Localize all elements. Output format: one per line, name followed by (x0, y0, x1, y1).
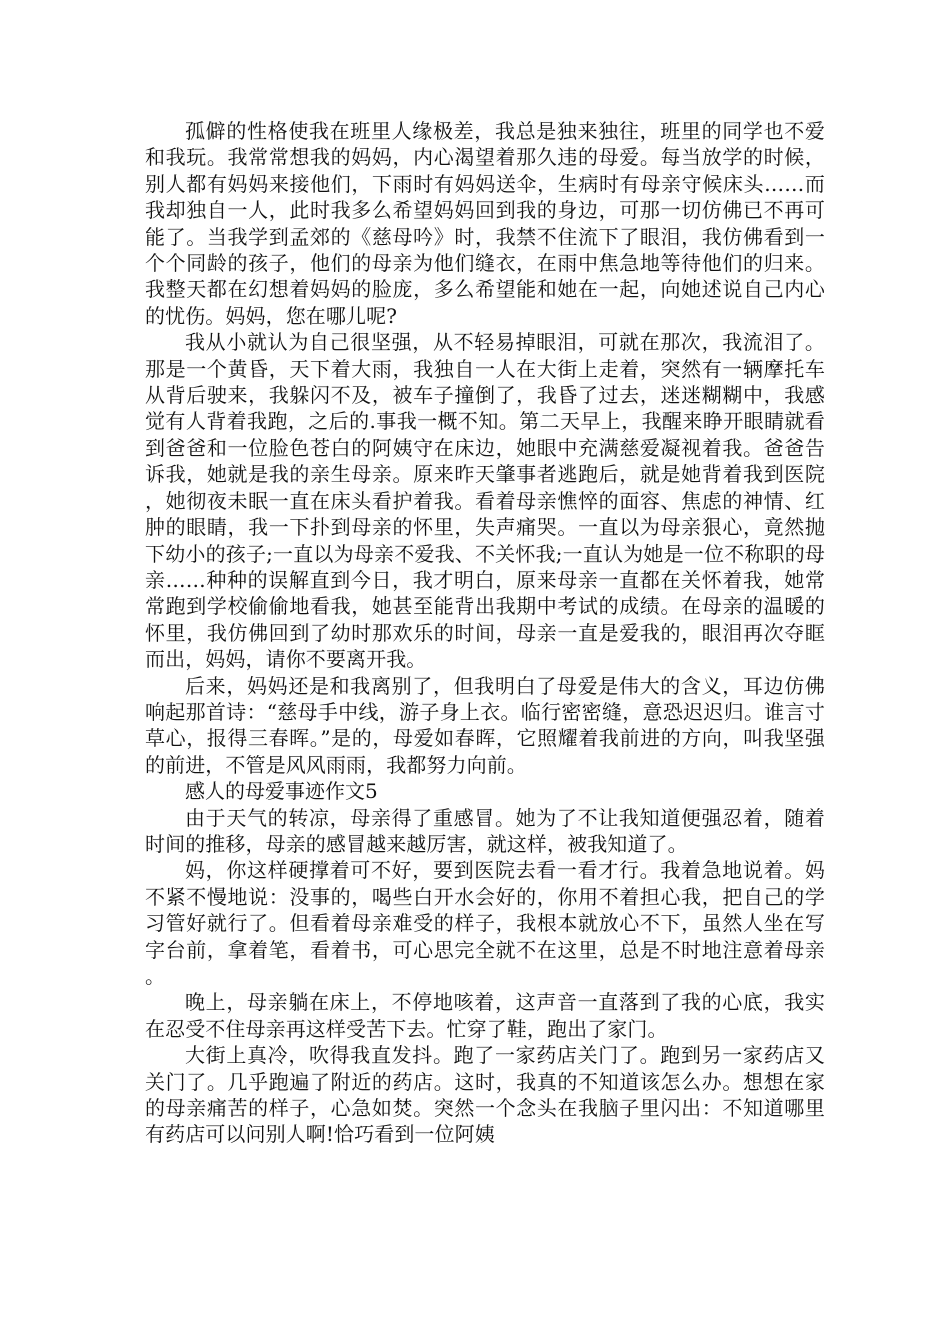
document-page (145, 118, 825, 1148)
paragraph-poem: 后来，妈妈还是和我离别了，但我明白了母爱是伟大的含义，耳边仿佛响起那首诗：“慈母手中线，游子身上衣。临行密密缝，意恐迟迟归。谁言寸草心，报得三春晖。”是的，母爱如春晖，它照耀着我前进的方向，叫我坚强的前进，不管是风风雨雨，我都努力向前。 (145, 673, 825, 777)
paragraph-pharmacy: 大街上真冷，吹得我直发抖。跑了一家药店关门了。跑到另一家药店又关门了。几乎跑遍了附近的药店。这时，我真的不知道该怎么办。想想在家的母亲痛苦的样子，心急如焚。突然一个念头在我脑子里闪出：不知道哪里有药店可以问别人啊!恰巧看到一位阿姨 (145, 1043, 825, 1147)
paragraph-longing: 孤僻的性格使我在班里人缘极差，我总是独来独往，班里的同学也不爱和我玩。我常常想我的妈妈，内心渴望着那久违的母爱。每当放学的时候，别人都有妈妈来接他们，下雨时有妈妈送伞，生病时有母亲守候床头……而我却独自一人，此时我多么希望妈妈回到我的身边，可那一切仿佛已不再可能了。当我学到孟郊的《慈母吟》时，我禁不住流下了眼泪，我仿佛看到一个个同龄的孩子，他们的母亲为他们缝衣，在雨中焦急地等待他们的归来。我整天都在幻想着妈妈的脸庞，多么希望能和她在一起，向她述说自己内心的忧伤。妈妈，您在哪儿呢? (145, 119, 825, 328)
paragraph-cold: 由于天气的转凉，母亲得了重感冒。她为了不让我知道便强忍着，随着时间的推移，母亲的感冒越来越厉害，就这样，被我知道了。 (145, 805, 825, 856)
section-heading: 感人的母爱事迹作文5 (185, 779, 378, 804)
paragraph-accident: 我从小就认为自己很坚强，从不轻易掉眼泪，可就在那次，我流泪了。那是一个黄昏，天下着大雨，我独自一人在大街上走着，突然有一辆摩托车从背后驶来，我躲闪不及，被车子撞倒了，我昏了过去，迷迷糊糊中，我感觉有人背着我跑，之后的.事我一概不知。第二天早上，我醒来睁开眼睛就看到爸爸和一位脸色苍白的阿姨守在床边，她眼中充满慈爱凝视着我。爸爸告诉我，她就是我的亲生母亲。原来昨天肇事者逃跑后，就是她背着我到医院，她彻夜未眠一直在床头看护着我。看着母亲憔悴的面容、焦虑的神情、红肿的眼睛，我一下扑到母亲的怀里，失声痛哭。一直以为母亲狠心，竟然抛下幼小的孩子;一直以为母亲不爱我、不关怀我;一直认为她是一位不称职的母亲……种种的误解直到今日，我才明白，原来母亲一直都在关怀着我，她常常跑到学校偷偷地看我，她甚至能背出我期中考试的成绩。在母亲的温暖的怀里，我仿佛回到了幼时那欢乐的时间，母亲一直是爱我的，眼泪再次夺眶而出，妈妈，请你不要离开我。 (145, 330, 825, 672)
paragraph-hospital: 妈，你这样硬撑着可不好，要到医院去看一看才行。我着急地说着。妈不紧不慢地说：没事的，喝些白开水会好的，你用不着担心我，把自己的学习管好就行了。但看着母亲难受的样子，我根本就放心不下，虽然人坐在写字台前，拿着笔，看着书，可心思完全就不在这里，总是不时地注意着母亲。 (145, 858, 825, 988)
paragraph-night: 晚上，母亲躺在床上，不停地咳着，这声音一直落到了我的心底，我实在忍受不住母亲再这样受苦下去。忙穿了鞋，跑出了家门。 (145, 990, 825, 1041)
